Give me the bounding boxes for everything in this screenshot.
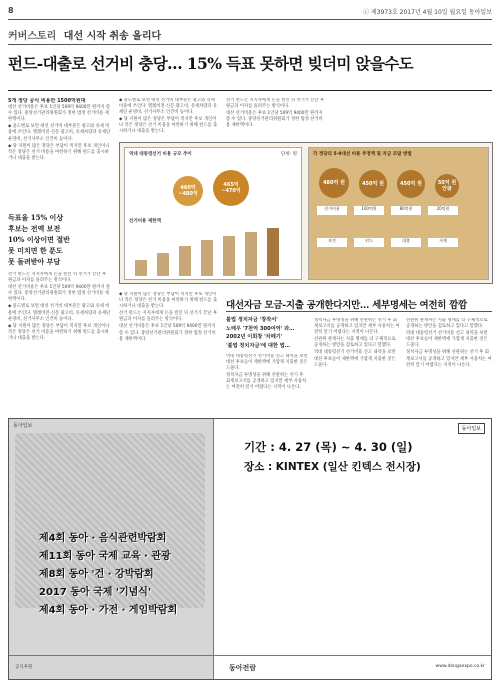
article2-column-1	[226, 354, 308, 410]
article-paragraph: 대선 선거비용은 후보 1인당 509억 9400만 원까지 쓸 수 있다. 중앙선거관리위원회가 정한 법정 선거비용 제한액이다.	[226, 111, 323, 129]
funding-cell: 대출	[391, 238, 421, 247]
infographic	[119, 142, 493, 284]
cost-circle: 460억 ~480억	[173, 176, 203, 206]
ad-footer-sponsor: 공식후원	[15, 665, 33, 670]
article-paragraph: 정치자금 투명성을 위해 선관위는 선거 후 회계보고서를 공개하고 있지만 세부 사용처는 여전히 알기 어렵다는 지적이 나온다.	[314, 318, 400, 336]
article-column-1b	[8, 272, 111, 410]
article-paragraph: 선관위 관계자는 지출 명세를 더 구체적으로 공개하는 방안을 검토하고 있다고 말했다.	[406, 318, 488, 330]
history-bar	[157, 253, 169, 276]
funding-cell: 자체	[428, 238, 458, 247]
graphic-left-unit: 단위: 원	[281, 152, 297, 157]
second-headline: 대선자금 모금-지출 공개한다지만… 세부명세는 여전히 깜깜	[226, 300, 467, 311]
ad-footer	[9, 655, 491, 679]
article-paragraph: 대선 선거비용은 후보 1인당 509억 9400만 원까지 쓸 수 있다. 중앙선거관리위원회가 정한 법정 선거비용 제한액이다.	[119, 324, 216, 342]
pull-quote-line: 득표율 15% 이상	[8, 213, 64, 222]
section-rule	[8, 44, 492, 45]
section-title: 대선 시작 취송 올리다	[63, 31, 162, 42]
funding-cell: 보전	[317, 238, 347, 247]
pull-quote-line: 후보는 전액 보전	[8, 224, 61, 233]
article2-column-3	[406, 318, 492, 410]
header-rule	[8, 19, 492, 20]
article-column-3	[226, 98, 326, 138]
pull-quote-line: 못 미치면 한 푼도	[8, 246, 63, 255]
ad-footer-organizer: 동아전람	[229, 664, 257, 672]
article-paragraph: 역대 대통령선거 선거비용 신고 내역을 보면 대선 후보들이 제한액에 가깝게 지출한 것은 드물다.	[406, 331, 488, 349]
article-paragraph: ◆ 용도별로 보면 대선 선거비 대부분은 광고와 유세 비용에 쓰인다. 텔레비전·신문 광고비, 유세차량과 유세단 운영비, 선거사무소 인건비 등이다.	[8, 124, 111, 142]
page-number: 8	[8, 6, 14, 15]
graphic-left-title: 역대 대통령선거 비용 규모 추이	[129, 152, 192, 157]
article-column-2	[119, 98, 219, 138]
article-column-4	[119, 292, 219, 410]
article2-column-2	[314, 318, 400, 410]
ad-event-line: 제11회 동아 국제 교육 · 관광	[39, 551, 171, 562]
sidebar-headline-line: 노태우 '7천억 300여억' 과…	[226, 325, 295, 332]
history-bar	[135, 260, 147, 276]
funding-cell: 펀드	[354, 238, 384, 247]
graphic-right-title: 각 정당의 5·9대선 비용 추정액 및 자금 조달 방법	[313, 152, 412, 157]
sidebar-headline-line: '불법 정치자금'에 대한 법…	[226, 342, 290, 349]
ad-footer-url[interactable]: www.dongaexpo.co.kr	[435, 664, 485, 669]
party-circle: 450억 원	[397, 170, 425, 198]
article-paragraph: 선관위 관계자는 지출 명세를 더 구체적으로 공개하는 방안을 검토하고 있다고 말했다.	[314, 337, 396, 349]
history-bar	[201, 240, 213, 276]
advertisement	[8, 418, 492, 680]
page-header	[8, 6, 492, 18]
funding-cell: 80억원	[391, 206, 421, 215]
ad-event-line: 제4회 동아 · 음식관련박람회	[39, 533, 167, 544]
section-name: 커버스토리	[8, 31, 57, 42]
graphic-left-subtitle: 선거비용 제한액	[129, 219, 161, 224]
headline-rule	[8, 90, 492, 91]
ad-tag: 동아일보	[458, 423, 485, 434]
article-column-1	[8, 98, 111, 206]
article-paragraph: ◆ 용도별로 보면 대선 선거비 대부분은 광고와 유세 비용에 쓰인다. 텔레비전·신문 광고비, 유세차량과 유세단 운영비, 선거사무소 인건비 등이다.	[119, 98, 218, 116]
history-bar	[267, 228, 279, 276]
party-circle: 450억 원	[359, 170, 387, 198]
article-paragraph: 정치자금 투명성을 위해 선관위는 선거 후 회계보고서를 공개하고 있지만 세부 사용처는 여전히 알기 어렵다는 지적이 나온다.	[226, 373, 307, 391]
ad-event-line: 제4회 동아 · 가전 · 게임박람회	[39, 605, 178, 616]
graphic-right-panel	[308, 147, 489, 280]
history-bar	[245, 232, 257, 276]
party-circle: 50억 원 안팎	[435, 174, 459, 198]
graphic-left-panel	[124, 147, 302, 280]
pull-quote-line: 10% 이상이면 절반	[8, 235, 70, 244]
article-paragraph: 정치자금 투명성을 위해 선관위는 선거 후 회계보고서를 공개하고 있지만 세부 사용처는 여전히 알기 어렵다는 지적이 나온다.	[406, 350, 492, 368]
ad-event-line: 2017 동아 국제 '기념식'	[39, 587, 152, 598]
funding-cell: 100억원	[354, 206, 384, 215]
pull-quote	[8, 212, 111, 267]
article-paragraph: ◆ 당 지원이 많은 정당은 부담이 적지만 후보 개인이나 작은 정당은 선거 비용을 마련하기 위해 펀드를 출시하거나 대출을 받는다.	[119, 117, 218, 135]
sidebar-headline-line: 불법 정치자금 '창작서'	[226, 317, 278, 323]
history-bar	[223, 236, 235, 276]
main-headline: 펀드-대출로 선거비 충당… 15% 득표 못하면 빚더미 앉을수도	[8, 54, 414, 73]
article-paragraph: 선거 펀드는 지지자에게 돈을 빌린 뒤 선거가 끝난 후 원금과 이자를 돌려주는 방식이다.	[8, 272, 107, 284]
article-paragraph: 역대 대통령선거 선거비용 신고 내역을 보면 대선 후보들이 제한액에 가깝게 지출한 것은 드물다.	[314, 350, 396, 368]
article-paragraph: 선거 펀드는 지지자에게 돈을 빌린 뒤 선거가 끝난 후 원금과 이자를 돌려주는 방식이다.	[119, 311, 218, 323]
article-paragraph: ◆ 당 지원이 많은 정당은 부담이 적지만 후보 개인이나 작은 정당은 선거 비용을 마련하기 위해 펀드를 출시하거나 대출을 받는다.	[8, 323, 110, 341]
funding-cell: 20억원	[428, 206, 458, 215]
article-paragraph: ◆ 용도별로 보면 대선 선거비 대부분은 광고와 유세 비용에 쓰인다. 텔레비전·신문 광고비, 유세차량과 유세단 운영비, 선거사무소 인건비 등이다.	[8, 304, 111, 322]
sidebar-headline-line: 2002년 이회창 '차떼기'	[226, 334, 283, 340]
article-deck: 5개 정당 공식 비용만 1500억원대	[8, 98, 86, 104]
article-paragraph: ◆ 당 지원이 많은 정당은 부담이 적지만 후보 개인이나 작은 정당은 선거 비용을 마련하기 위해 펀드를 출시하거나 대출을 받는다.	[8, 143, 110, 161]
party-circle: 480억 원	[319, 168, 349, 198]
article-paragraph: 역대 대통령선거 선거비용 신고 내역을 보면 대선 후보들이 제한액에 가깝게 지출한 것은 드물다.	[226, 354, 308, 372]
article-paragraph: 대선 선거비용은 후보 1인당 509억 9400만 원까지 쓸 수 있다. 중앙선거관리위원회가 정한 법정 선거비용 제한액이다.	[8, 285, 110, 303]
cost-circle: 465억 ~470억	[213, 170, 249, 206]
section-label	[8, 27, 161, 42]
second-headline-rule	[226, 311, 492, 312]
article-paragraph: 선거 펀드는 지지자에게 돈을 빌린 뒤 선거가 끝난 후 원금과 이자를 돌려주는 방식이다.	[226, 98, 325, 110]
article-paragraph: 대선 선거비용은 후보 1인당 509억 9400만 원까지 쓸 수 있다. 중앙선거관리위원회가 정한 법정 선거비용 제한액이다.	[8, 105, 110, 123]
funding-cell: 선거비용	[317, 206, 347, 215]
ad-brand: 동아일보	[13, 423, 33, 429]
ad-event-line: 제8회 동아 '건 · 강박람회	[39, 569, 154, 580]
ad-period: 기간 : 4. 27 (목) ~ 4. 30 (일)	[244, 440, 413, 454]
article-paragraph: ◆ 당 지원이 많은 정당은 부담이 적지만 후보 개인이나 작은 정당은 선거 비용을 마련하기 위해 펀드를 출시하거나 대출을 받는다.	[119, 292, 218, 310]
ad-place: 장소 : KINTEX (일산 킨텍스 전시장)	[244, 461, 421, 473]
ad-pattern	[15, 433, 205, 608]
issue-line: ⓒ 제3973호 2017년 4월 10일 월요일 동아일보	[363, 9, 492, 16]
pull-quote-line: 못 돌려받아 부담	[8, 257, 61, 266]
history-bar	[179, 246, 191, 276]
